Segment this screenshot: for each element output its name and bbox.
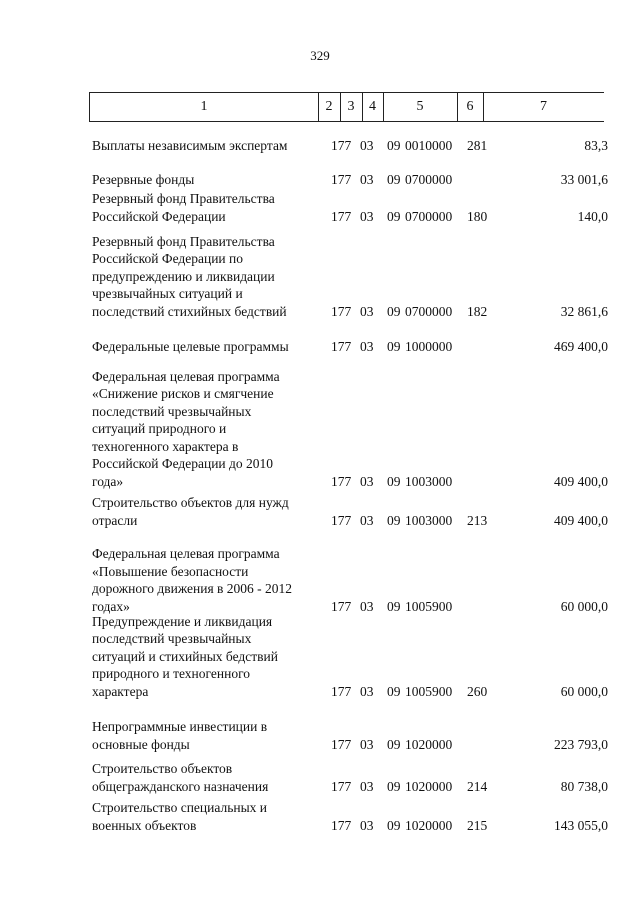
row-ministry-code: 177 (331, 512, 352, 528)
row-expense-type-code: 215 (467, 817, 488, 833)
row-item-name-line: ситуаций и стихийных бедствий (92, 648, 278, 664)
row-expense-type-code: 180 (467, 208, 488, 224)
row-item-name (92, 190, 326, 225)
row-target-article-code: 0700000 (405, 208, 453, 224)
row-item-name (92, 760, 326, 795)
row-item-name-line: Непрограммные инвестиции в (92, 719, 268, 734)
row-target-article-code: 1020000 (405, 817, 453, 833)
header-col-2: 2 (325, 99, 333, 114)
row-item-name (92, 545, 326, 615)
row-section-code: 03 (360, 683, 374, 699)
row-item-name (92, 613, 326, 701)
row-item-name-line: последствий чрезвычайных (92, 403, 252, 419)
row-ministry-code: 177 (331, 137, 352, 153)
row-subsection-code: 09 (387, 338, 401, 354)
row-ministry-code: 177 (331, 736, 352, 752)
row-amount: 33 001,6 (560, 171, 608, 187)
table-row (0, 190, 640, 225)
row-amount: 83,3 (584, 137, 608, 153)
table-row (0, 799, 640, 834)
row-item-name (92, 368, 326, 491)
row-section-code: 03 (360, 303, 374, 319)
row-subsection-code: 09 (387, 598, 401, 614)
row-item-name (92, 718, 326, 753)
table-row (0, 760, 640, 795)
row-item-name-line: Резервные фонды (92, 171, 195, 187)
row-expense-type-code: 281 (467, 137, 488, 153)
row-target-article-code: 1005900 (405, 598, 453, 614)
row-item-name-line: года» (92, 473, 124, 489)
table-header (90, 92, 604, 122)
row-amount: 409 400,0 (554, 512, 608, 528)
row-amount: 60 000,0 (560, 683, 608, 699)
row-section-code: 03 (360, 778, 374, 794)
row-item-name-line: Федеральная целевая программа (92, 546, 280, 561)
row-item-name-line: годах» (92, 598, 130, 614)
row-item-name-line: Федеральные целевые программы (92, 338, 289, 354)
row-target-article-code: 1000000 (405, 338, 453, 354)
row-item-name-line: Строительство объектов для нужд (92, 495, 289, 510)
row-ministry-code: 177 (331, 208, 352, 224)
row-section-code: 03 (360, 208, 374, 224)
row-subsection-code: 09 (387, 512, 401, 528)
row-amount: 143 055,0 (554, 817, 608, 833)
row-item-name (92, 171, 326, 189)
row-item-name-line: характера (92, 683, 149, 699)
table-row (0, 171, 640, 189)
row-subsection-code: 09 (387, 171, 401, 187)
row-item-name-line: предупреждению и ликвидации (92, 268, 275, 284)
row-amount: 469 400,0 (554, 338, 608, 354)
row-amount: 80 738,0 (560, 778, 608, 794)
row-item-name-line: последствий чрезвычайных (92, 631, 252, 646)
row-section-code: 03 (360, 512, 374, 528)
row-expense-type-code: 214 (467, 778, 488, 794)
row-subsection-code: 09 (387, 817, 401, 833)
row-item-name (92, 799, 326, 834)
row-section-code: 03 (360, 137, 374, 153)
table-row (0, 545, 640, 615)
row-amount: 409 400,0 (554, 473, 608, 489)
row-subsection-code: 09 (387, 683, 401, 699)
row-item-name-line: Российской Федерации по (92, 251, 244, 266)
row-item-name (92, 137, 326, 155)
row-item-name-line: общегражданского назначения (92, 778, 269, 794)
row-ministry-code: 177 (331, 683, 352, 699)
row-subsection-code: 09 (387, 778, 401, 794)
row-item-name-line: военных объектов (92, 817, 197, 833)
header-col-3: 3 (347, 99, 355, 114)
table-row (0, 613, 640, 701)
page-number: 329 (310, 48, 330, 63)
row-item-name-line: Выплаты независимым экспертам (92, 137, 288, 153)
row-ministry-code: 177 (331, 338, 352, 354)
row-section-code: 03 (360, 736, 374, 752)
row-ministry-code: 177 (331, 817, 352, 833)
row-item-name-line: Российской Федерации до 2010 (92, 456, 274, 471)
row-target-article-code: 1020000 (405, 736, 453, 752)
row-section-code: 03 (360, 171, 374, 187)
row-subsection-code: 09 (387, 303, 401, 319)
row-target-article-code: 1020000 (405, 778, 453, 794)
row-ministry-code: 177 (331, 778, 352, 794)
row-item-name-line: дорожного движения в 2006 - 2012 (92, 581, 293, 596)
row-item-name-line: Строительство специальных и (92, 800, 268, 815)
row-subsection-code: 09 (387, 208, 401, 224)
row-subsection-code: 09 (387, 736, 401, 752)
row-item-name-line: Российской Федерации (92, 208, 226, 224)
header-col-7: 7 (540, 99, 547, 114)
row-amount: 223 793,0 (554, 736, 608, 752)
header-col-4: 4 (369, 99, 376, 114)
row-subsection-code: 09 (387, 137, 401, 153)
row-target-article-code: 0010000 (405, 137, 453, 153)
row-subsection-code: 09 (387, 473, 401, 489)
row-item-name (92, 494, 326, 529)
table-row (0, 338, 640, 356)
row-section-code: 03 (360, 598, 374, 614)
row-target-article-code: 0700000 (405, 303, 453, 319)
row-target-article-code: 0700000 (405, 171, 453, 187)
row-ministry-code: 177 (331, 171, 352, 187)
row-target-article-code: 1003000 (405, 473, 453, 489)
row-item-name-line: Предупреждение и ликвидация (92, 613, 273, 629)
row-item-name-line: отрасли (92, 512, 138, 528)
row-amount: 60 000,0 (560, 598, 608, 614)
header-col-5: 5 (416, 99, 424, 114)
row-expense-type-code: 260 (467, 683, 488, 699)
row-ministry-code: 177 (331, 303, 352, 319)
table-row (0, 718, 640, 753)
row-item-name-line: природного и техногенного (92, 666, 251, 681)
row-amount: 32 861,6 (560, 303, 608, 319)
row-item-name-line: ситуаций природного и (92, 421, 227, 436)
table-row (0, 368, 640, 491)
row-section-code: 03 (360, 338, 374, 354)
row-expense-type-code: 213 (467, 512, 488, 528)
row-item-name-line: чрезвычайных ситуаций и (92, 286, 243, 301)
row-amount: 140,0 (577, 208, 608, 224)
header-col-6: 6 (466, 99, 474, 114)
row-target-article-code: 1005900 (405, 683, 453, 699)
row-section-code: 03 (360, 473, 374, 489)
row-item-name-line: «Повышение безопасности (92, 563, 249, 579)
row-item-name-line: последствий стихийных бедствий (92, 303, 287, 319)
header-col-1: 1 (200, 99, 208, 114)
table-row (0, 137, 640, 155)
row-item-name (92, 233, 326, 321)
row-item-name-line: Резервный фонд Правительства (92, 233, 275, 249)
row-item-name-line: Строительство объектов (92, 761, 233, 776)
row-item-name-line: Федеральная целевая программа (92, 368, 280, 384)
table-row (0, 233, 640, 321)
row-item-name-line: техногенного характера в (92, 438, 239, 454)
row-ministry-code: 177 (331, 473, 352, 489)
table-row (0, 494, 640, 529)
row-expense-type-code: 182 (467, 303, 488, 319)
row-item-name (92, 338, 326, 356)
row-section-code: 03 (360, 817, 374, 833)
row-item-name-line: основные фонды (92, 736, 190, 752)
row-target-article-code: 1003000 (405, 512, 453, 528)
row-item-name-line: Резервный фонд Правительства (92, 191, 275, 206)
row-item-name-line: «Снижение рисков и смягчение (92, 386, 274, 401)
row-ministry-code: 177 (331, 598, 352, 614)
